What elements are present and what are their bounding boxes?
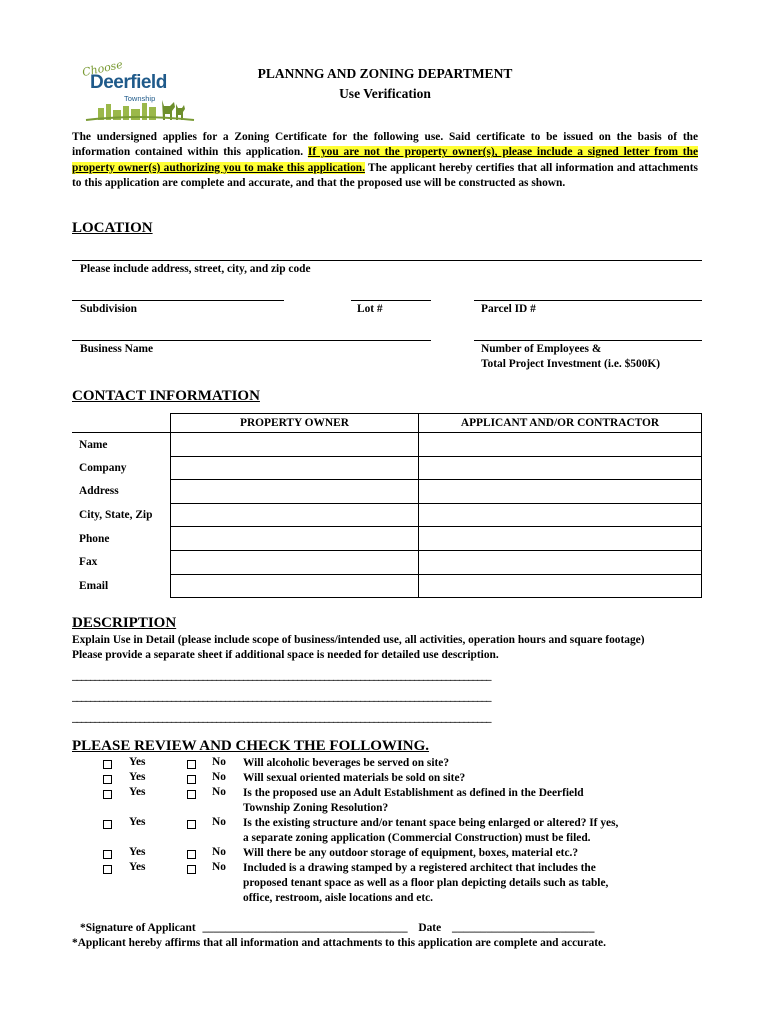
contact-row: [72, 480, 702, 504]
date-label: Date: [418, 922, 442, 934]
business-name-field-line[interactable]: [72, 340, 431, 341]
logo-choose-text: Choose: [81, 57, 124, 80]
contact-table-corner: [72, 414, 171, 433]
applicant-input-cell[interactable]: [419, 527, 702, 551]
address-field-line[interactable]: [72, 260, 702, 261]
date-field[interactable]: _________________________: [452, 922, 595, 934]
review-question-line: Will alcoholic beverages be served on site?: [243, 757, 450, 769]
parcel-field-line[interactable]: [474, 300, 702, 301]
applicant-input-cell[interactable]: [419, 574, 702, 598]
yes-checkbox[interactable]: [103, 850, 112, 859]
contact-row: [72, 574, 702, 598]
no-checkbox[interactable]: [187, 850, 196, 859]
owner-input-cell[interactable]: [171, 574, 419, 598]
applicant-input-cell[interactable]: [419, 550, 702, 574]
no-label: No: [212, 771, 226, 783]
department-title: PLANNNG AND ZONING DEPARTMENT: [257, 66, 513, 81]
yes-label: Yes: [129, 861, 146, 873]
no-checkbox[interactable]: [187, 820, 196, 829]
signature-field[interactable]: ____________________________________: [202, 922, 408, 934]
contact-row: [72, 503, 702, 527]
description-instructions: Explain Use in Detail (please include scope of business/intended use, all activities, operation hours and square footage): [72, 634, 645, 646]
lot-field-line[interactable]: [351, 300, 431, 301]
description-line-3[interactable]: _____________________________________________________________________________________________: [72, 712, 491, 724]
review-question: [243, 771, 673, 786]
review-question: [243, 846, 673, 861]
review-question-line: Included is a drawing stamped by a registered architect that includes the: [243, 862, 596, 874]
contact-row: [72, 550, 702, 574]
review-question-line: Will there be any outdoor storage of equipment, boxes, material etc.?: [243, 847, 579, 859]
review-question: [243, 786, 673, 816]
contact-section-title: CONTACT INFORMATION: [72, 388, 260, 404]
owner-input-cell[interactable]: [171, 550, 419, 574]
description-line-2[interactable]: _____________________________________________________________________________________________: [72, 691, 491, 703]
column-property-owner: PROPERTY OWNER: [171, 414, 419, 433]
review-question: [243, 816, 673, 846]
owner-input-cell[interactable]: [171, 503, 419, 527]
applicant-input-cell[interactable]: [419, 456, 702, 480]
column-applicant: APPLICANT AND/OR CONTRACTOR: [419, 414, 702, 433]
review-question-line: office, restroom, aisle locations and etc.: [243, 892, 434, 904]
employees-field-line[interactable]: [474, 340, 702, 341]
review-question-line: Is the existing structure and/or tenant space being enlarged or altered? If yes,: [243, 817, 619, 829]
description-note: Please provide a separate sheet if additional space is needed for detailed use description.: [72, 649, 499, 661]
contact-row-label: Company: [72, 456, 171, 480]
contact-row: [72, 433, 702, 457]
yes-checkbox[interactable]: [103, 820, 112, 829]
contact-row-label: Phone: [72, 527, 171, 551]
owner-input-cell[interactable]: [171, 480, 419, 504]
applicant-input-cell[interactable]: [419, 480, 702, 504]
review-question-line: Is the proposed use an Adult Establishment as defined in the Deerfield: [243, 787, 584, 799]
contact-row-label: City, State, Zip: [72, 503, 171, 527]
review-question: [243, 861, 673, 906]
subdivision-field-line[interactable]: [72, 300, 284, 301]
review-question-line: a separate zoning application (Commercial Construction) must be filed.: [243, 832, 591, 844]
logo-name-text: Deerfield: [90, 72, 167, 93]
contact-row: [72, 527, 702, 551]
parcel-label: Parcel ID #: [481, 303, 536, 315]
employees-label: Number of Employees &: [481, 343, 602, 355]
yes-label: Yes: [129, 846, 146, 858]
yes-label: Yes: [129, 756, 146, 768]
yes-checkbox[interactable]: [103, 760, 112, 769]
owner-input-cell[interactable]: [171, 456, 419, 480]
affirmation-text: *Applicant hereby affirms that all information and attachments to this application are complete and accurate.: [72, 937, 606, 949]
review-question-line: proposed tenant space as well as a floor plan depicting details such as table,: [243, 877, 609, 889]
yes-checkbox[interactable]: [103, 790, 112, 799]
review-question-line: Will sexual oriented materials be sold on site?: [243, 772, 466, 784]
applicant-input-cell[interactable]: [419, 503, 702, 527]
applicant-input-cell[interactable]: [419, 433, 702, 457]
no-checkbox[interactable]: [187, 790, 196, 799]
intro-highlight: If you are not the property owner(s), please include a signed letter from the property owner(s) authorizing you to make this application.: [72, 146, 698, 174]
yes-label: Yes: [129, 786, 146, 798]
signature-row: [80, 922, 594, 934]
no-label: No: [212, 846, 226, 858]
location-section-title: LOCATION: [72, 220, 153, 236]
no-checkbox[interactable]: [187, 865, 196, 874]
lot-label: Lot #: [357, 303, 383, 315]
subdivision-label: Subdivision: [80, 303, 137, 315]
contact-row-label: Fax: [72, 550, 171, 574]
yes-label: Yes: [129, 771, 146, 783]
contact-table: [72, 413, 702, 598]
review-question: [243, 756, 673, 771]
address-label: Please include address, street, city, and zip code: [80, 263, 311, 275]
review-section-title: PLEASE REVIEW AND CHECK THE FOLLOWING.: [72, 738, 430, 754]
intro-text-1: The undersigned applies for a Zoning Certificate for the following use. Said certificate to be issued on the basis of the information contained within this application.: [72, 131, 698, 159]
no-checkbox[interactable]: [187, 775, 196, 784]
logo-sub-text: Township: [124, 94, 156, 103]
description-section-title: DESCRIPTION: [72, 615, 177, 631]
review-question-line: Township Zoning Resolution?: [243, 802, 389, 814]
no-label: No: [212, 861, 226, 873]
business-name-label: Business Name: [80, 343, 154, 355]
contact-row-label: Address: [72, 480, 171, 504]
investment-label: Total Project Investment (i.e. $500K): [481, 358, 661, 370]
no-label: No: [212, 756, 226, 768]
contact-row-label: Name: [72, 433, 171, 457]
no-label: No: [212, 786, 226, 798]
no-checkbox[interactable]: [187, 760, 196, 769]
intro-paragraph: [72, 130, 698, 192]
yes-label: Yes: [129, 816, 146, 828]
owner-input-cell[interactable]: [171, 527, 419, 551]
yes-checkbox[interactable]: [103, 865, 112, 874]
intro-text-2: The applicant hereby certifies that all information and attachments to this application are complete and accurate, and that the proposed use will be constructed as shown.: [72, 161, 698, 190]
no-label: No: [212, 816, 226, 828]
owner-input-cell[interactable]: [171, 433, 419, 457]
document-subtitle: Use Verification: [339, 86, 431, 101]
yes-checkbox[interactable]: [103, 775, 112, 784]
contact-row: [72, 456, 702, 480]
signature-label: *Signature of Applicant: [80, 922, 196, 934]
contact-row-label: Email: [72, 574, 171, 598]
description-line-1[interactable]: _____________________________________________________________________________________________: [72, 670, 491, 682]
